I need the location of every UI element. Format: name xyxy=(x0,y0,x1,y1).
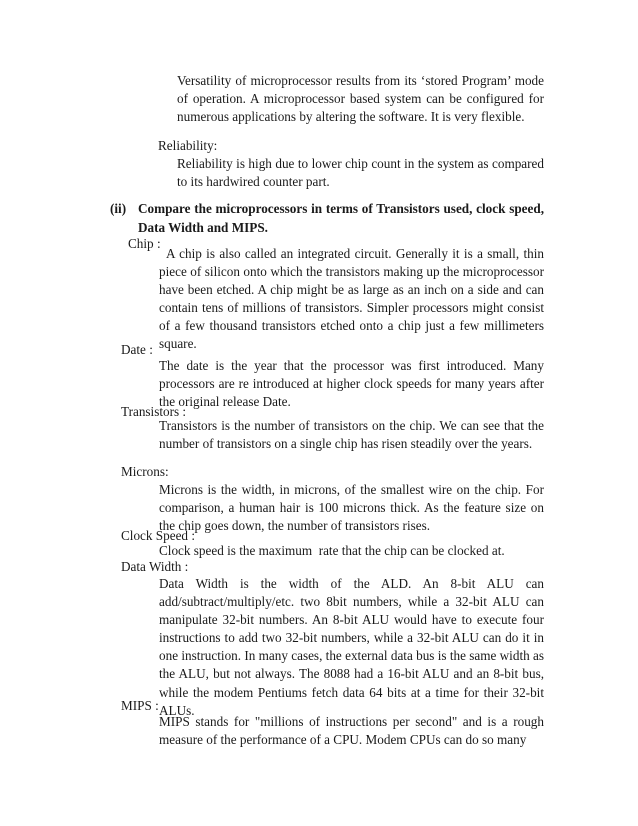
reliability-paragraph: Reliability is high due to lower chip count in the system as compared to its hardwired counter part. xyxy=(177,156,544,190)
term-label-transistors: Transistors : xyxy=(121,404,187,419)
term-label-data-width: Data Width : xyxy=(121,559,189,574)
versatility-paragraph: Versatility of microprocessor results from its ‘stored Program’ mode of operation. A microprocessor based system can be configured for numerous applications by altering the software. It is very flexible. xyxy=(177,73,544,125)
term-text-date: The date is the year that the processor was first introduced. Many processors are re introduced at higher clock speeds for many years after the original release Date. xyxy=(159,358,544,410)
question-number: (ii) xyxy=(110,201,127,216)
term-text-chip: A chip is also called an integrated circuit. Generally it is a small, thin piece of silicon onto which the transistors making up the microprocessor have been etched. A chip might be as large as an inch on a side and can contain tens of millions of transistors. Simpler processors might consist of a few thousand transistors etched onto a chip just a few millimeters square. xyxy=(159,246,544,352)
term-text-mips: MIPS stands for "millions of instructions per second" and is a rough measure of the performance of a CPU. Modem CPUs can do so many xyxy=(159,714,544,748)
term-label-clock-speed: Clock Speed : xyxy=(121,528,195,543)
reliability-label: Reliability: xyxy=(158,138,218,153)
term-text-transistors: Transistors is the number of transistors on the chip. We can see that the number of transistors on a single chip has risen steadily over the years. xyxy=(159,418,544,452)
term-label-chip: Chip : xyxy=(128,236,161,251)
term-text-data-width: Data Width is the width of the ALD. An 8-bit ALU can add/subtract/multiply/etc. two 8bit numbers, while a 32-bit ALU can manipulate 32-bit numbers. An 8-bit ALU would have to execute four instructions to add two 32-bit numbers, while a 32-bit ALU can do it in one instruction. In many cases, the external data bus is the same width as the ALU, but not always. The 8088 had a 16-bit ALU and an 8-bit bus, while the modem Pentiums fetch data 64 bits at a time for their 32-bit ALUs. xyxy=(159,576,544,718)
term-text-microns: Microns is the width, in microns, of the smallest wire on the chip. For comparison, a human hair is 100 microns thick. As the feature size on the chip goes down, the number of transistors rises. xyxy=(159,482,544,534)
term-label-date: Date : xyxy=(121,342,153,357)
term-text-clock-speed: Clock speed is the maximum rate that the chip can be clocked at. xyxy=(159,543,505,558)
question-heading: Compare the microprocessors in terms of Transistors used, clock speed, Data Width and MIPS. xyxy=(138,201,544,235)
term-label-microns: Microns: xyxy=(121,464,169,479)
term-label-mips: MIPS : xyxy=(121,698,159,713)
